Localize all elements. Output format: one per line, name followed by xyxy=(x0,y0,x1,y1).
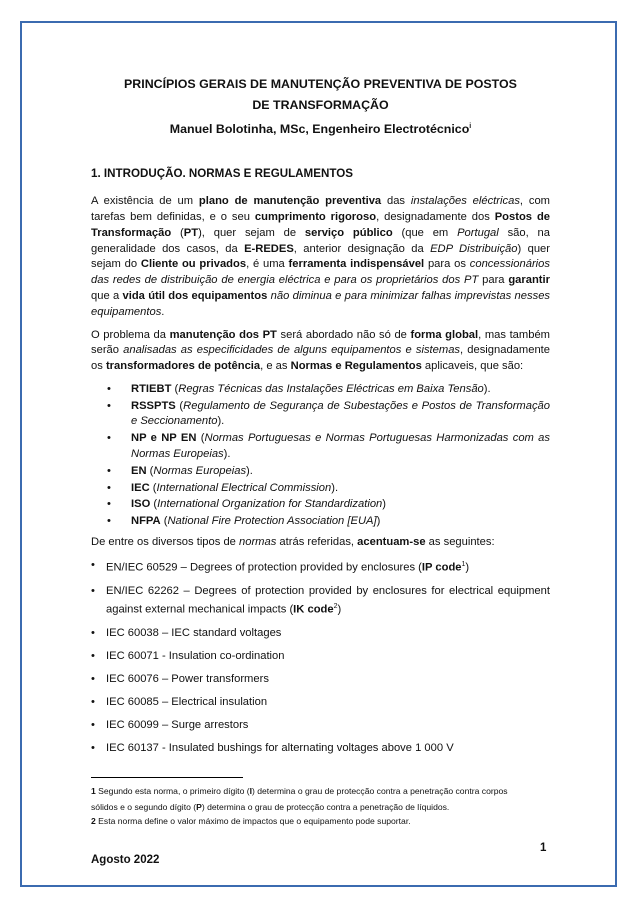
author-line xyxy=(91,118,550,138)
list-item: • IEC 60085 – Electrical insulation xyxy=(91,695,268,708)
bullet-icon: • xyxy=(107,382,111,395)
bullet-icon: • xyxy=(91,649,95,662)
list-item: • ISO (International Organization for Standardization) xyxy=(107,497,550,513)
standards-intro: De entre os diversos tipos de normas atrás referidas, acentuam-se as seguintes: xyxy=(91,536,495,549)
standards-list xyxy=(91,557,550,755)
bullet-icon: • xyxy=(91,626,95,639)
list-item: • IEC (International Electrical Commission). xyxy=(107,481,550,497)
intro-paragraph-2: O problema da manutenção dos PT será abordado não só de forma global, mas também serão analisadas as especificidades de alguns equipamentos e sistemas, designadamente os transformadores de potência, e as Normas e Regulamentos aplicaveis, que são: xyxy=(91,328,550,373)
bullet-icon: • xyxy=(91,584,95,597)
list-item: • RTIEBT (Regras Técnicas das Instalações Eléctricas em Baixa Tensão). xyxy=(107,382,550,398)
document-title xyxy=(91,74,550,116)
footnote-2: 2 Esta norma define o valor máximo de impactos que o equipamento pode suportar. xyxy=(91,816,411,826)
bullet-icon: • xyxy=(107,515,111,528)
title-line-2: DE TRANSFORMAÇÃO xyxy=(252,98,389,112)
list-item: • IEC 60076 – Power transformers xyxy=(91,672,269,685)
list-item: • IEC 60099 – Surge arrestors xyxy=(91,718,249,731)
footnote-1: 1 Segundo esta norma, o primeiro dígito (I) determina o grau de protecção contra a penetração contra corpos xyxy=(91,786,508,796)
list-item: • IEC 60071 - Insulation co-ordination xyxy=(91,649,285,662)
author-endnote-mark: i xyxy=(469,123,472,130)
title-line-1: PRINCÍPIOS GERAIS DE MANUTENÇÃO PREVENTIVA DE POSTOS xyxy=(124,77,517,91)
list-item: • EN (Normas Europeias). xyxy=(107,464,550,480)
document-body xyxy=(91,74,550,763)
bullet-icon: • xyxy=(107,498,111,511)
list-item: • IEC 60137 - Insulated bushings for alternating voltages above 1 000 V xyxy=(91,741,454,754)
regulations-list xyxy=(91,382,550,530)
list-item: • NP e NP EN (Normas Portuguesas e Normas Portuguesas Harmonizadas com as Normas Europeias). xyxy=(107,432,550,461)
document-date: Agosto 2022 xyxy=(91,854,160,866)
bullet-icon: • xyxy=(91,672,95,685)
footnote-ref: 2 xyxy=(333,602,338,610)
bullet-icon: • xyxy=(107,464,111,477)
bullet-icon: • xyxy=(91,741,95,754)
bullet-icon: • xyxy=(107,399,111,412)
list-item: • RSSPTS (Regulamento de Segurança de Subestações e Postos de Transformação e Seccionamento). xyxy=(107,399,550,428)
author-name: Manuel Bolotinha, MSc, Engenheiro Electrotécnico xyxy=(169,122,470,137)
bullet-icon: • xyxy=(91,559,95,572)
list-item: • IEC 60038 – IEC standard voltages xyxy=(91,626,282,639)
bullet-icon: • xyxy=(91,695,95,708)
list-item: • NFPA (National Fire Protection Association [EUA]) xyxy=(107,514,550,530)
bullet-icon: • xyxy=(91,718,95,731)
footnote-1-continued: sólidos e o segundo dígito (P) determina o grau de protecção contra a penetração de líquidos. xyxy=(91,802,450,812)
section-heading: 1. INTRODUÇÃO. NORMAS E REGULAMENTOS xyxy=(91,167,353,181)
bullet-icon: • xyxy=(107,432,111,445)
footnote-ref: 1 xyxy=(461,561,466,569)
footnote-separator xyxy=(91,777,243,778)
intro-paragraph-1: A existência de um plano de manutenção preventiva das instalações eléctricas, com tarefas bem definidas, e o seu cumprimento rigoroso, designadamente dos Postos de Transformação (PT), quer sejam de serviço público (que em Portugal são, na generalidade dos casos, da E-REDES, anterior designação da EDP Distribuição) quer sejam do Cliente ou privados, é uma ferramenta indispensável para os concessionários das redes de distribuição de energia eléctrica e para os proprietários dos PT para garantir que a vida útil dos equipamentos não diminua e para minimizar falhas imprevistas nesses equipamentos. xyxy=(91,195,551,318)
bullet-icon: • xyxy=(107,481,111,494)
list-item: • EN/IEC 62262 – Degrees of protection provided by enclosures for electrical equipment against external mechanical impacts (IK code$^2$) xyxy=(91,584,550,616)
page-number: 1 xyxy=(540,842,547,854)
list-item: • EN/IEC 60529 – Degrees of protection provided by enclosures (IP code$^1$) xyxy=(91,559,470,574)
